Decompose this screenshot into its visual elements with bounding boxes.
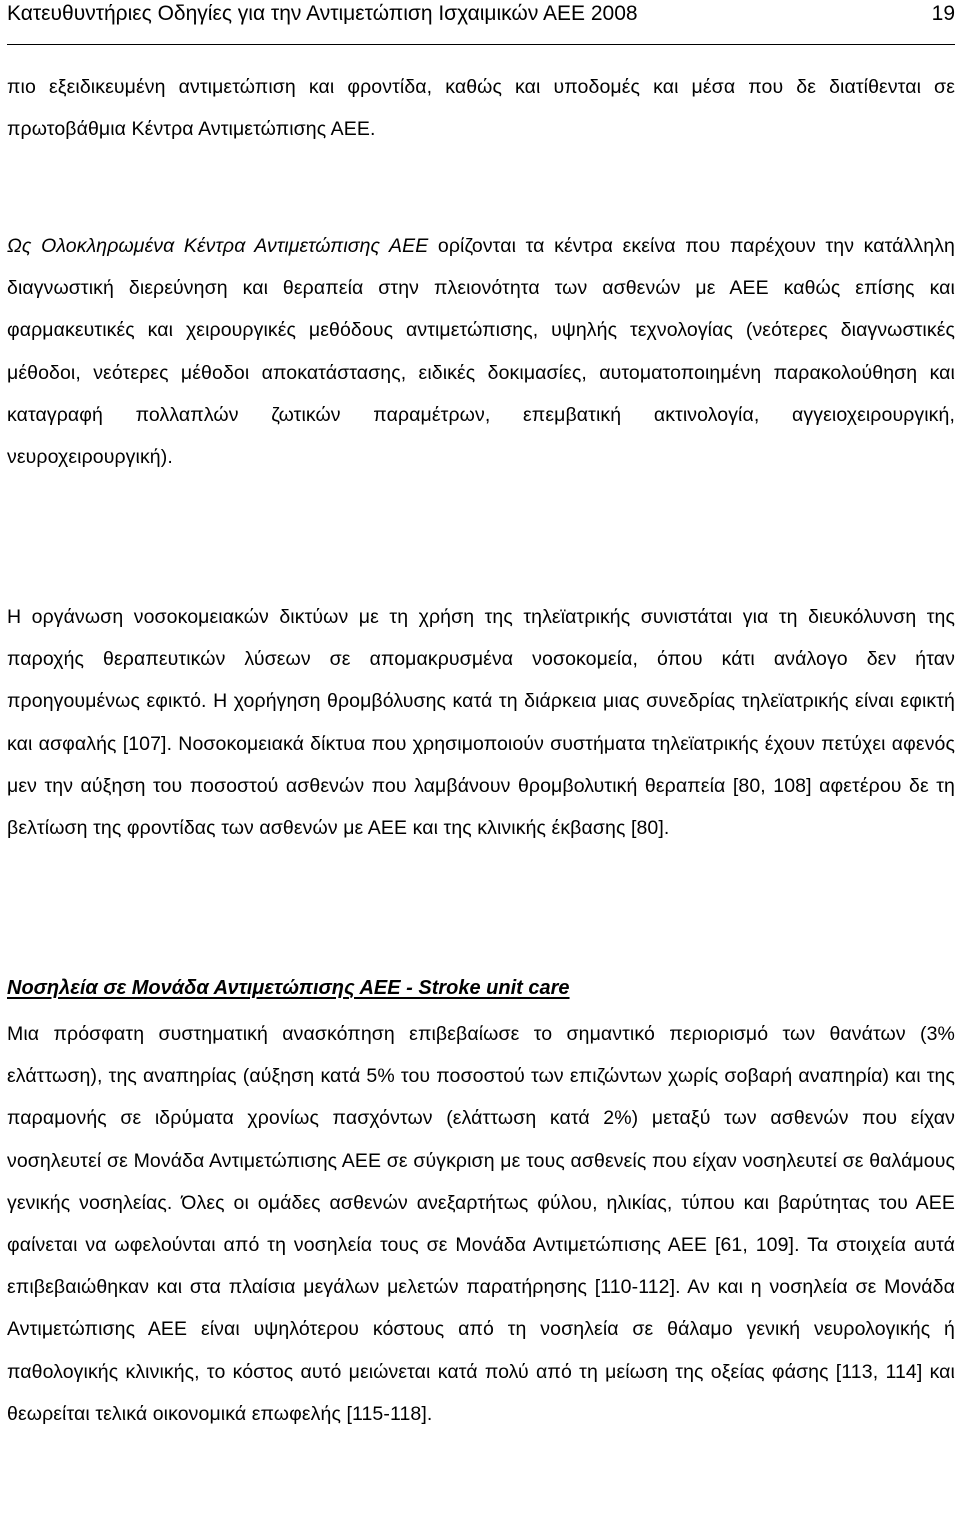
comprehensive-centers-term: Ως Ολοκληρωμένα Κέντρα Αντιμετώπισης ΑΕΕ — [7, 235, 429, 257]
paragraph-telemedicine: Η οργάνωση νοσοκομειακών δικτύων με τη χρήση της τηλεϊατρικής συνιστάται για τη διευκόλυνση της παροχής θεραπευτικών λύσεων σε απομακρυσμένα νοσοκομεία, όπου κάτι ανάλογο δεν ήταν προηγουμένως εφικτό. Η χορήγηση θρομβόλυσης κατά τη διάρκεια μιας συνεδρίας τηλεϊατρικής είναι εφικτή και ασφαλής [107]. Νοσοκομειακά δίκτυα που χρησιμοποιούν συστήματα τηλεϊατρικής έχουν πετύχει αφενός μεν την αύξηση του ποσοστού ασθενών που λαμβάνουν θρομβολυτική θεραπεία [80, 108] αφετέρου δε τη βελτίωση της φροντίδας των ασθενών με ΑΕΕ και της κλινικής έκβασης [80]. — [7, 606, 955, 840]
running-header — [7, 0, 955, 27]
page-number: 19 — [931, 2, 955, 25]
comprehensive-centers-definition: ορίζονται τα κέντρα εκείνα που παρέχουν την κατάλληλη διαγνωστική διερεύνηση και θεραπεία στην πλειονότητα των ασθενών με ΑΕΕ καθώς επίσης και φαρμακευτικές και χειρουργικές μεθόδους αντιμετώπισης, υψηλής τεχνολογίας (νεότερες διαγνωστικές μέθοδοι, νεότερες μέθοδοι αποκατάστασης, ειδικές δοκιμασίες, αυτοματοποιημένη παρακολούθηση και καταγραφή πολλαπλών ζωτικών παραμέτρων, επεμβατική ακτινολογία, αγγειοχειρουργική, νευροχειρουργική). — [7, 235, 955, 469]
paragraph-continuation: πιο εξειδικευμένη αντιμετώπιση και φροντίδα, καθώς και υποδομές και μέσα που δε διατίθενται σε πρωτοβάθμια Κέντρα Αντιμετώπισης ΑΕΕ. — [7, 76, 955, 141]
paragraph-stroke-unit-evidence: Μια πρόσφατη συστηματική ανασκόπηση επιβεβαίωσε το σημαντικό περιορισμό των θανάτων (3% ελάττωση), της αναπηρίας (αύξηση κατά 5% του ποσοστού των επιζώντων χωρίς σοβαρή αναπηρία) και της παραμονής σε ιδρύματα χρονίως πασχόντων (ελάττωση κατά 2%) μεταξύ των ασθενών που είχαν νοσηλευτεί σε Μονάδα Αντιμετώπισης ΑΕΕ σε σύγκριση με τους ασθενείς που είχαν νοσηλευτεί σε θαλάμους γενικής νοσηλείας. Όλες οι ομάδες ασθενών ανεξαρτήτως φύλου, ηλικίας, τύπου και βαρύτητας του ΑΕΕ φαίνεται να ωφελούνται από τη νοσηλεία τους σε Μονάδα Αντιμετώπισης ΑΕΕ [61, 109]. Τα στοιχεία αυτά επιβεβαιώθηκαν και στα πλαίσια μεγάλων μελετών παρατήρησης [110-112]. Αν και η νοσηλεία σε Μονάδα Αντιμετώπισης ΑΕΕ είναι υψηλότερου κόστους από τη νοσηλεία σε θάλαμο γενική νευρολογικής ή παθολογικής κλινικής, το κόστος αυτό μειώνεται κατά πολύ από τη μείωση της οξείας φάσης [113, 114] και θεωρείται τελικά οικονομικά επωφελής [115-118]. — [7, 1023, 955, 1425]
header-rule — [7, 44, 955, 45]
header-title: Κατευθυντήριες Οδηγίες για την Αντιμετώπιση Ισχαιμικών ΑΕΕ 2008 — [7, 2, 638, 25]
section-heading-stroke-unit: Νοσηλεία σε Μονάδα Αντιμετώπισης ΑΕΕ - Stroke unit care — [7, 977, 570, 999]
paragraph-comprehensive-centers — [7, 225, 955, 478]
document-page — [7, 0, 955, 1425]
